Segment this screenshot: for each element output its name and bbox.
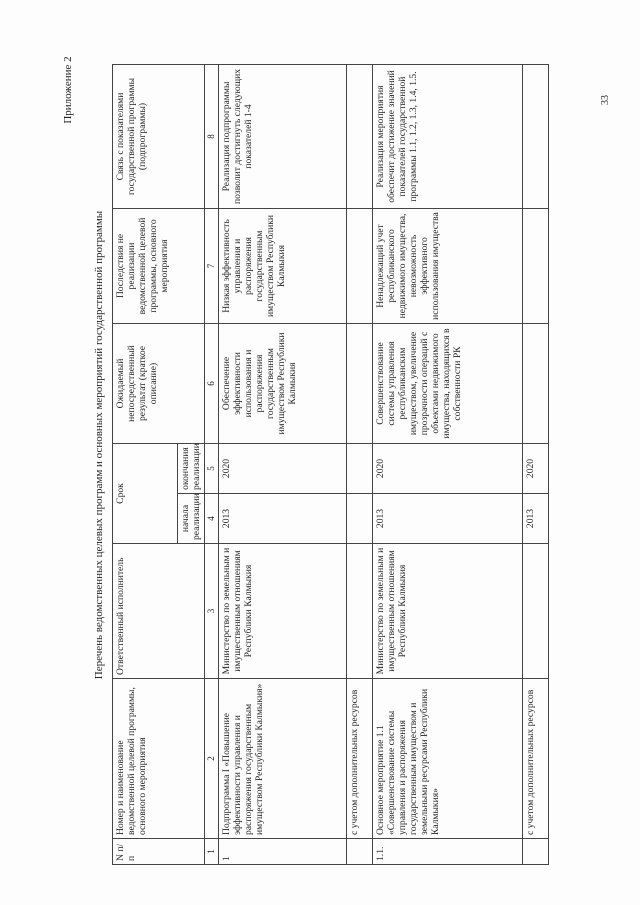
index-cell: 1 (205, 839, 219, 865)
row-consequences (347, 209, 373, 324)
index-cell: 2 (205, 679, 219, 839)
header-name: Номер и наименование ведомственной целевой программы, основного мероприятия (113, 679, 205, 839)
row-consequences: Ненадлежащий учет республиканского недвижимого имущества, невозможность эффективного использования имущества (373, 209, 523, 324)
row-num (523, 839, 549, 865)
row-num: 1 (219, 839, 347, 865)
row-responsible (347, 544, 373, 679)
index-row (205, 65, 219, 865)
row-end (347, 444, 373, 494)
row-name: с учетом дополнительных ресурсов (347, 679, 373, 839)
appendix-label: Приложение 2 (62, 56, 74, 124)
row-name: Подпрограмма I «Повышение эффективности управления и распоряжения государственным имуществом Республики Калмыкия» (219, 679, 347, 839)
row-consequences (523, 209, 549, 324)
row-responsible: Министерство по земельным и имущественным отношениям Республики Калмыкия (373, 544, 523, 679)
index-cell: 3 (205, 544, 219, 679)
page-title: Перечень ведомственных целевых программ и основных мероприятий государственной программы (93, 210, 105, 680)
row-link: Реализация подпрограммы позволит достигнуть следующих показателей 1-4 (219, 65, 347, 209)
index-cell: 4 (205, 494, 219, 544)
row-num: 1.1. (373, 839, 523, 865)
row-link: Реализация мероприятия обеспечит достижение значений показателей государственной программы 1.1, 1.2, 1.3, 1.4, 1.5. (373, 65, 523, 209)
header-num: N п/п (113, 839, 205, 865)
row-start: 2013 (219, 494, 347, 544)
row-result (523, 324, 549, 444)
header-responsible: Ответственный исполнитель (113, 544, 205, 679)
row-result: Совершенствование системы управления республиканским имуществом, увеличение прозрачности операций с объектами недвижимого имущества, находящихся в собственности РК (373, 324, 523, 444)
header-link: Связь с показателями государственной программы (подпрограммы) (113, 65, 205, 209)
row-start: 2013 (373, 494, 523, 544)
page-number: 33 (600, 95, 611, 105)
row-responsible: Министерство по земельным и имущественным отношениям Республики Калмыкия (219, 544, 347, 679)
row-start: 2013 (523, 494, 549, 544)
row-name: с учетом дополнительных ресурсов (523, 679, 549, 839)
row-start (347, 494, 373, 544)
row-end: 2020 (219, 444, 347, 494)
index-cell: 6 (205, 324, 219, 444)
row-link (347, 65, 373, 209)
table-row (373, 65, 523, 865)
header-result: Ожидаемый непосредственный результат (краткое описание) (113, 324, 205, 444)
row-responsible (523, 544, 549, 679)
table-row (219, 65, 347, 865)
header-term: Срок (113, 444, 178, 544)
row-end: 2020 (523, 444, 549, 494)
row-link (523, 65, 549, 209)
table-row (523, 65, 549, 865)
index-cell: 7 (205, 209, 219, 324)
row-name: Основное мероприятие 1.1 «Совершенствование системы управления и распоряжения государственным имуществом и земельными ресурсами Республики Калмыкия» (373, 679, 523, 839)
header-consequences: Последствия не реализации ведомственной целевой программы, основного мероприятия (113, 209, 205, 324)
programs-table (112, 64, 549, 865)
row-result: Обеспечение эффективности использования и распоряжения государственным имуществом Республики Калмыкия (219, 324, 347, 444)
table-row (347, 65, 373, 865)
header-start: начала реализации (178, 494, 205, 544)
row-num (347, 839, 373, 865)
index-cell: 8 (205, 65, 219, 209)
table-header-row (113, 65, 178, 865)
row-end: 2020 (373, 444, 523, 494)
row-result (347, 324, 373, 444)
row-consequences: Низкая эффективность управления и распоряжения государственным имуществом Республики Калмыкия (219, 209, 347, 324)
header-end: окончания реализации (178, 444, 205, 494)
index-cell: 5 (205, 444, 219, 494)
